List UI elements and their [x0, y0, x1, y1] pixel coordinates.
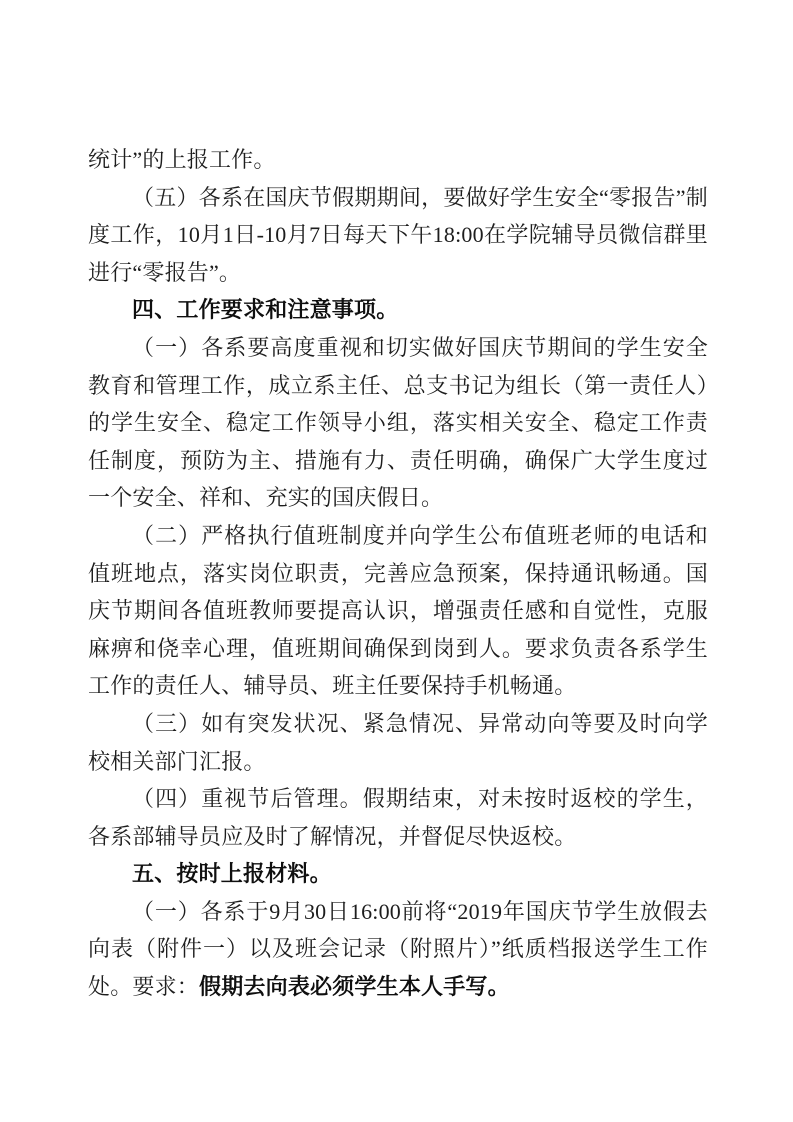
section-heading-4-work-requirements: 四、工作要求和注意事项。: [132, 297, 399, 323]
paragraph-item-2-duty-system: （二）严格执行值班制度并向学生公布值班老师的电话和值班地点，落实岗位职责，完善应急预案，保持通讯畅通。国庆节期间各值班教师要提高认识，增强责任感和自觉性，克服麻痹和侥幸心理，值班期间确保到岗到人。要求负责各系学生工作的责任人、辅导员、班主任要保持手机畅通。: [88, 522, 708, 699]
paragraph-item-1-safety-education: （一）各系要高度重视和切实做好国庆节期间的学生安全教育和管理工作，成立系主任、总支书记为组长（第一责任人）的学生安全、稳定工作领导小组，落实相关安全、稳定工作责任制度，预防为主、措施有力、责任明确，确保广大学生度过一个安全、祥和、充实的国庆假日。: [88, 334, 708, 511]
paragraph-item-1-submit-forms: [88, 893, 708, 1006]
section-heading-5-submit-materials: 五、按时上报材料。: [132, 861, 332, 887]
paragraph-item-4-post-holiday: （四）重视节后管理。假期结束，对未按时返校的学生，各系部辅导员应及时了解情况，并督促尽快返校。: [88, 786, 708, 849]
document-body: [88, 141, 708, 1006]
paragraph-item-5-zero-report: （五）各系在国庆节假期期间，要做好学生安全“零报告”制度工作，10月1日-10月7日每天下午18:00在学院辅导员微信群里进行“零报告”。: [88, 184, 708, 285]
paragraph-regular-run: （一）各系于9月30日16:00前将“2019年国庆节学生放假去向表（附件一）以及班会记录（附照片）”纸质档报送学生工作处。要求：: [88, 898, 708, 1000]
paragraph-item-3-emergency-report: （三）如有突发状况、紧急情况、异常动向等要及时向学校相关部门汇报。: [88, 710, 708, 774]
paragraph-bold-run-handwritten-requirement: 假期去向表必须学生本人手写。: [199, 974, 510, 1000]
paragraph-continuation: 统计”的上报工作。: [88, 147, 276, 172]
